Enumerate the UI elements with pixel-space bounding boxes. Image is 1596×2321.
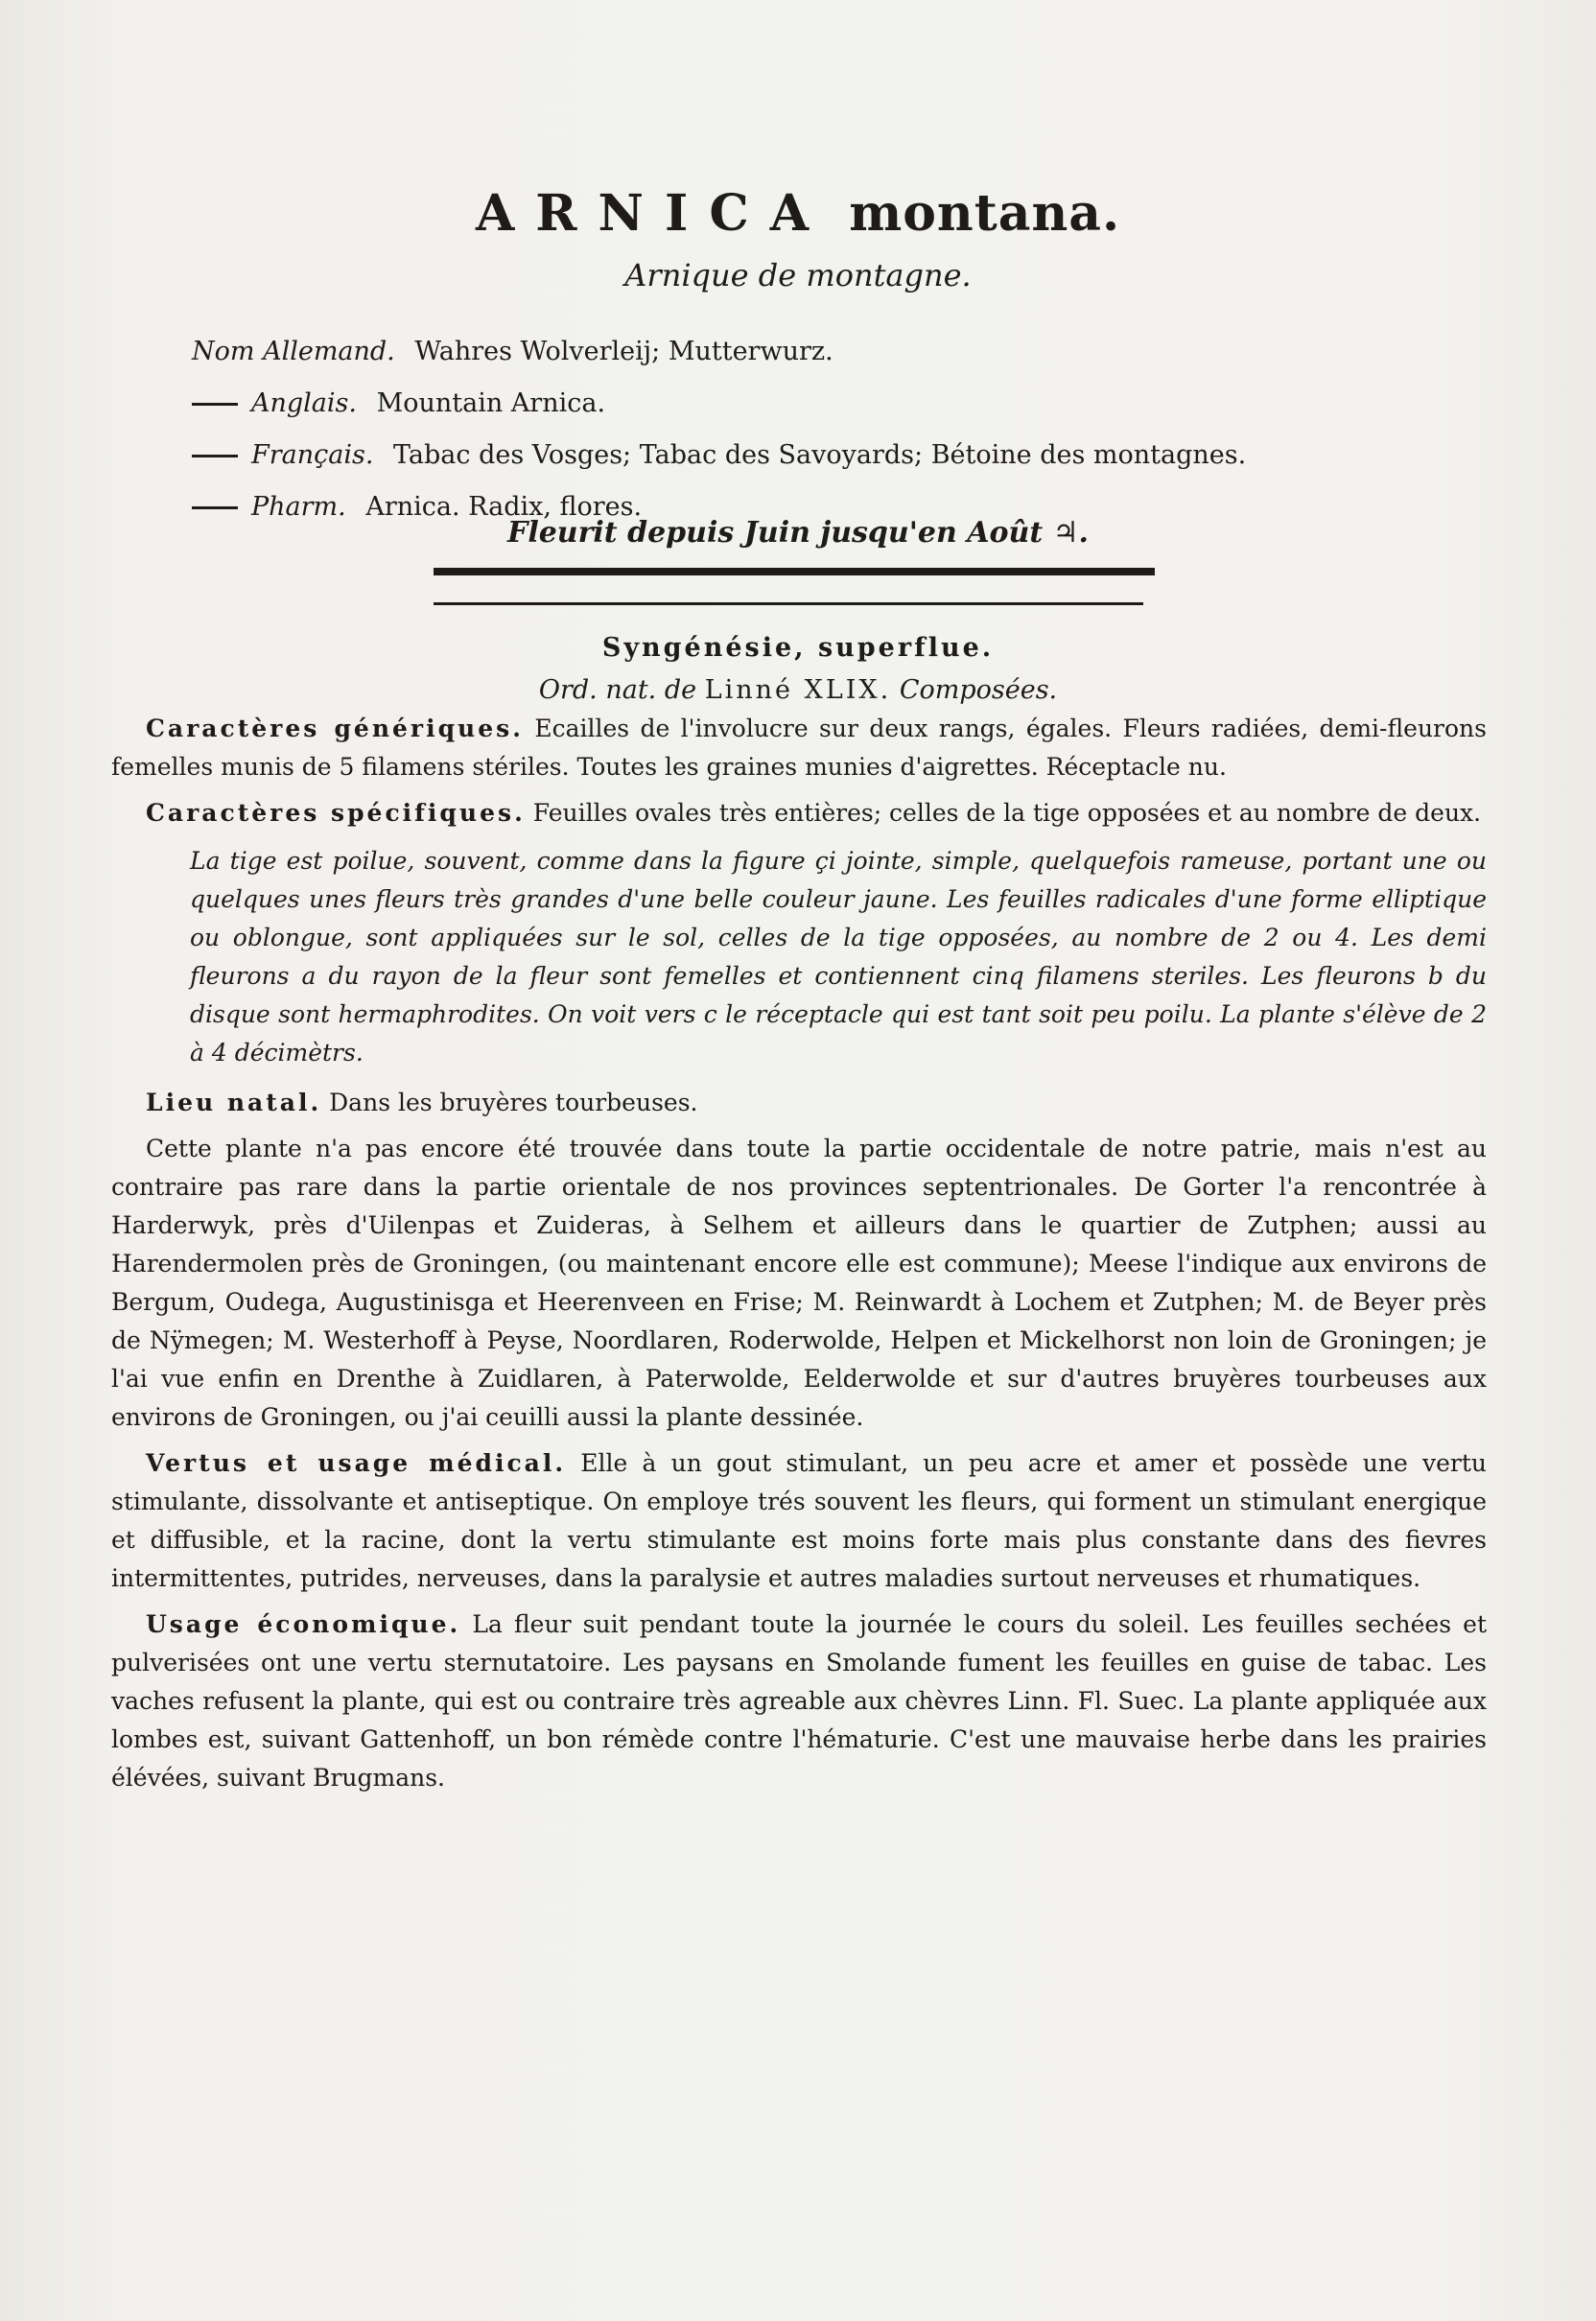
title-species: montana. [849, 184, 1121, 243]
ditto-dash [192, 455, 238, 457]
section-text: Elle à un gout stimulant, un peu acre et amer et possède une vertu stimulante, dissolvante et antiseptique. On employe trés souvent les fleurs, qui forment un stimulant energique et diffusible, et la racine, dont la vertu stimulante est moins forte mais plus constante dans des fievres intermittentes, putrides, nerveuses, dans la paralysie et autres maladies surtout nerveuses et rhumatiques. [111, 1449, 1487, 1592]
name-value: Arnica. Radix, flores. [365, 492, 643, 522]
section-text: Feuilles ovales très entières; celles de la tige opposées et au nombre de deux. [532, 799, 1482, 827]
name-label: Anglais. [251, 388, 357, 418]
order-name: Linné XLIX. [704, 675, 892, 705]
ditto-dash [192, 506, 238, 509]
section-heading: Usage économique. [146, 1610, 461, 1638]
title-genus: ARNICA [475, 184, 831, 243]
natural-order [0, 675, 1596, 705]
linnaean-class: Syngénésie, superflue. [601, 633, 995, 663]
description-text: La tige est poilue, souvent, comme dans la figure çi jointe, simple, quelquefois rameuse, portant une ou quelques unes fleurs très grandes d'une belle couleur jaune. Les feuilles radicales d'une forme elliptique ou oblongue, sont appliquées sur le sol, celles de la tige opposées, au nombre de 2 ou 4. Les demi fleurons a du rayon de la fleur sont femelles et contiennent cinq filamens steriles. Les fleurons b du disque sont hermaphrodites. On voit vers c le réceptacle qui est tant soit peu poilu. La plante s'élève de 2 à 4 décimètrs. [190, 847, 1487, 1067]
habitat [111, 1084, 1487, 1122]
vernacular-names [192, 326, 1343, 533]
section-heading: Vertus et usage médical. [146, 1449, 567, 1477]
name-label: Nom Allemand. [192, 337, 395, 366]
section-heading: Caractères spécifiques. [146, 799, 526, 827]
name-label: Pharm. [251, 492, 346, 522]
name-label: Français. [251, 440, 374, 470]
generic-characters [111, 710, 1487, 786]
name-value: Tabac des Vosges; Tabac des Savoyards; Bétoine des montagnes. [393, 440, 1247, 470]
name-row [192, 378, 1343, 430]
specific-characters [111, 794, 1487, 832]
order-family: Composées. [899, 675, 1058, 705]
name-value: Wahres Wolverleij; Mutterwurz. [414, 337, 833, 366]
plant-description [111, 842, 1487, 1072]
section-heading: Lieu natal. [146, 1089, 322, 1116]
order-prefix: Ord. nat. de [538, 675, 697, 705]
subtitle: Arnique de montagne. [624, 257, 972, 293]
section-text: La fleur suit pendant toute la journée le cours du soleil. Les feuilles sechées et pulverisées ont une vertu sternutatoire. Les paysans en Smolande fument les feuilles en guise de tabac. Les vaches refusent la plante, qui est ou contraire très agreable aux chèvres Linn. Fl. Suec. La plante appliquée aux lombes est, suivant Gattenhoff, un bon rémède contre l'hématurie. C'est une mauvaise herbe dans les prairies élévées, suivant Brugmans. [111, 1610, 1487, 1792]
name-value: Mountain Arnica. [376, 388, 606, 418]
name-row [192, 430, 1343, 481]
medical-use [111, 1444, 1487, 1598]
thin-rule [434, 602, 1143, 605]
flowering-period: Fleurit depuis Juin jusqu'en Août ♃. [507, 516, 1089, 550]
section-text: Ecailles de l'involucre sur deux rangs, égales. Fleurs radiées, demi-fleurons femelles munis de 5 filamens stériles. Toutes les graines munies d'aigrettes. Réceptacle nu. [111, 715, 1487, 781]
ditto-dash [192, 403, 238, 406]
page-title [0, 184, 1596, 243]
section-heading: Caractères génériques. [146, 715, 524, 742]
distribution: Cette plante n'a pas encore été trouvée dans toute la partie occidentale de notre patrie, mais n'est au contraire pas rare dans la partie orientale de nos provinces septentrionales. De Gorter l'a rencontrée à Harderwyk, près d'Uilenpas et Zuideras, à Selhem et ailleurs dans le quartier de Zutphen; aussi au Harendermolen près de Groningen, (ou maintenant encore elle est commune); Meese l'indique aux environs de Bergum, Oudega, Augustinisga et Heerenveen en Frise; M. Reinwardt à Lochem et Zutphen; M. de Beyer près de Nÿmegen; M. Westerhoff à Peyse, Noordlaren, Roderwolde, Helpen et Mickelhorst non loin de Groningen; je l'ai vue enfin en Drenthe à Zuidlaren, à Paterwolde, Eelderwolde et sur d'autres bruyères tourbeuses aux environs de Groningen, ou j'ai ceuilli aussi la plante dessinée. [111, 1135, 1487, 1431]
description-body [111, 710, 1487, 1805]
economic-use [111, 1606, 1487, 1797]
name-row [192, 326, 1343, 378]
section-text: Dans les bruyères tourbeuses. [329, 1089, 698, 1116]
thick-rule [434, 568, 1155, 575]
